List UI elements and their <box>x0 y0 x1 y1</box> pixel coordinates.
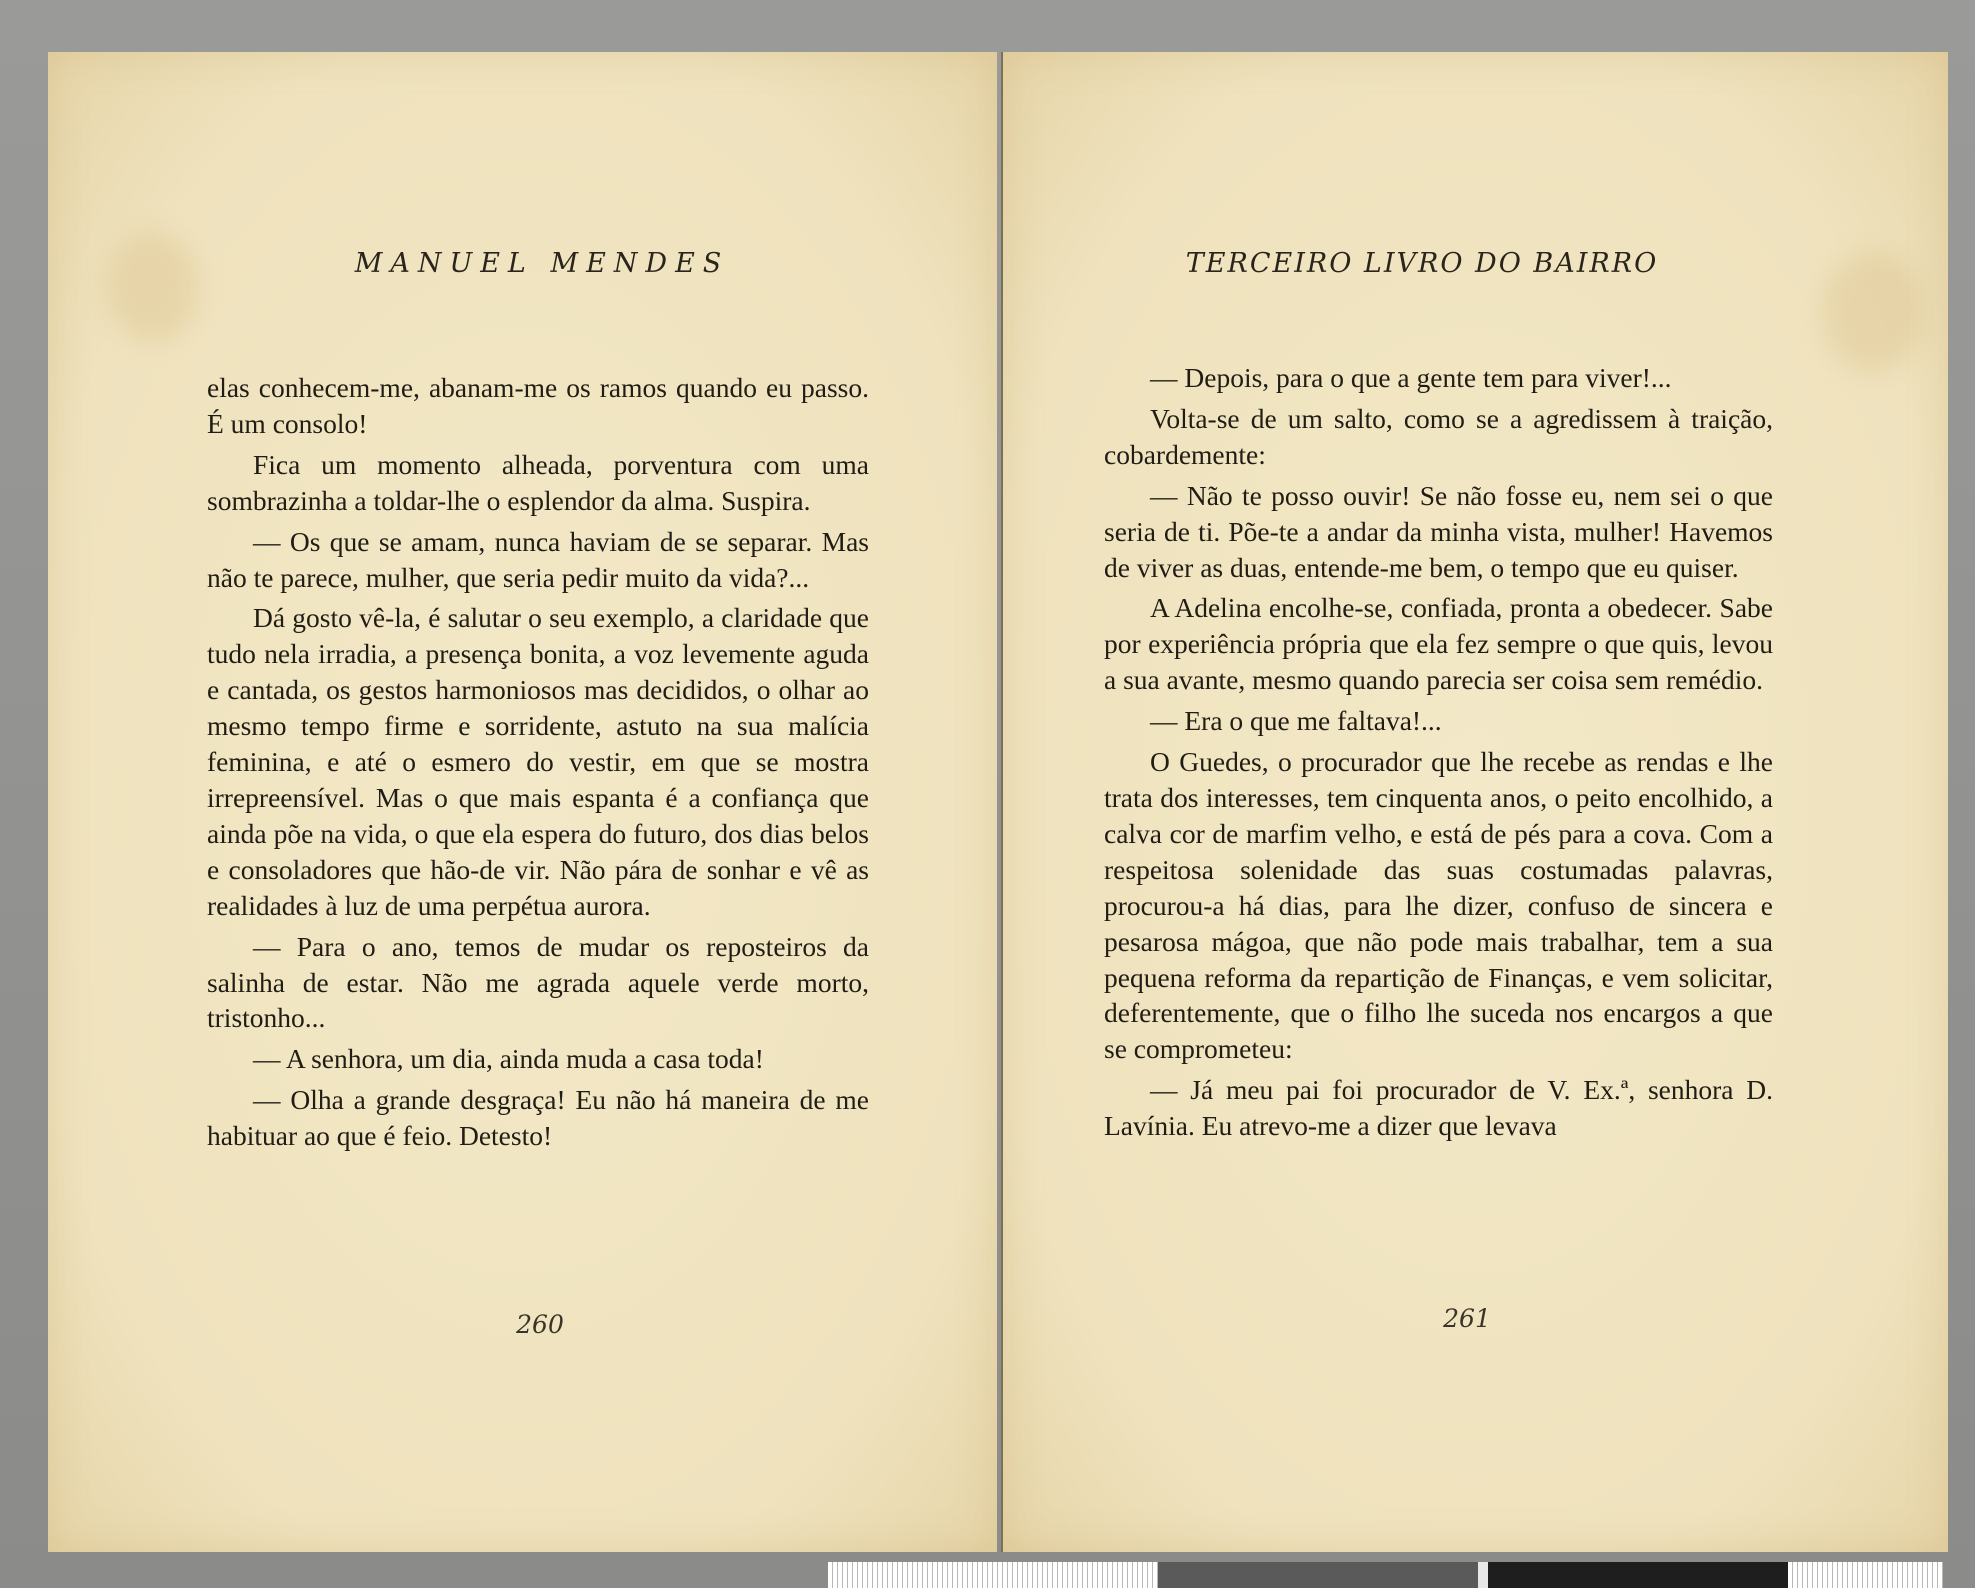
paper-stain <box>1823 252 1923 372</box>
paragraph: Volta-se de um salto, como se a agredissem à traição, cobardemente: <box>1104 402 1773 470</box>
ruler-ticks <box>828 1562 1158 1588</box>
paragraph: elas conhecem-me, abanam-me os ramos quando eu passo. É um consolo! <box>207 372 869 439</box>
paragraph: — Depois, para o que a gente tem para viver!... <box>1150 362 1672 393</box>
ruler-ticks <box>1788 1562 1943 1588</box>
page-number-right: 261 <box>1443 1304 1491 1333</box>
running-head-left: MANUEL MENDES <box>354 248 730 279</box>
ruler-gray-bar <box>1158 1562 1478 1588</box>
scale-ruler <box>828 1562 1943 1588</box>
page-number-left: 260 <box>516 1310 564 1339</box>
paragraph: Dá gosto vê-la, é salutar o seu exemplo, a claridade que tudo nela irradia, a presença bonita, a voz levemente aguda e cantada, os gestos harmoniosos mas decididos, o olhar ao mesmo tempo firme e sorridente, astuto na sua malícia feminina, e até o esmero do vestir, em que se mostra irrepreensível. Mas o que mais espanta é a confiança que ainda põe na vida, o que ela espera do futuro, dos dias belos e consoladores que hão-de vir. Não pára de sonhar e vê as realidades à luz de uma perpétua aurora. <box>207 602 869 921</box>
paragraph: — Não te posso ouvir! Se não fosse eu, nem sei o que seria de ti. Põe-te a andar da minha vista, mulher! Havemos de viver as duas, entende-me bem, o tempo que eu quiser. <box>1104 479 1773 583</box>
left-page <box>48 52 997 1552</box>
ruler-black-bar <box>1488 1562 1788 1588</box>
paragraph: — Para o ano, temos de mudar os reposteiros da salinha de estar. Não me agrada aquele verde morto, tristonho... <box>207 930 869 1034</box>
paragraph: — A senhora, um dia, ainda muda a casa toda! <box>253 1043 764 1075</box>
ruler-gap <box>1478 1562 1488 1588</box>
right-page <box>1001 52 1948 1552</box>
right-page-body <box>1104 360 1773 1149</box>
paragraph: O Guedes, o procurador que lhe recebe as rendas e lhe trata dos interesses, tem cinquenta anos, o peito encolhido, a calva cor de marfim velho, e está de pés para a cova. Com a respeitosa solenidade das suas costumadas palavras, procurou-a há dias, para lhe dizer, confuso de sincera e pesarosa mágoa, que não pode mais trabalhar, tem a sua pequena reforma da repartição de Finanças, e vem solicitar, deferentemente, que o filho lhe suceda nos encargos a que se comprometeu: <box>1104 746 1773 1065</box>
paragraph: — Já meu pai foi procurador de V. Ex.ª, senhora D. Lavínia. Eu atrevo-me a dizer que levava <box>1104 1074 1773 1142</box>
paragraph: — Era o que me faltava!... <box>1150 705 1442 737</box>
paragraph: — Olha a grande desgraça! Eu não há maneira de me habituar ao que é feio. Detesto! <box>207 1084 869 1152</box>
running-head-right: TERCEIRO LIVRO DO BAIRRO <box>1185 248 1659 279</box>
left-page-body <box>207 370 869 1159</box>
paragraph: Fica um momento alheada, porventura com uma sombrazinha a toldar-lhe o esplendor da alma. Suspira. <box>207 448 869 516</box>
paragraph: A Adelina encolhe-se, confiada, pronta a obedecer. Sabe por experiência própria que ela fez sempre o que quis, levou a sua avante, mesmo quando parecia ser coisa sem remédio. <box>1104 592 1773 696</box>
paragraph: — Os que se amam, nunca haviam de se separar. Mas não te parece, mulher, que seria pedir muito da vida?... <box>207 525 869 593</box>
book-spread <box>48 52 1948 1552</box>
